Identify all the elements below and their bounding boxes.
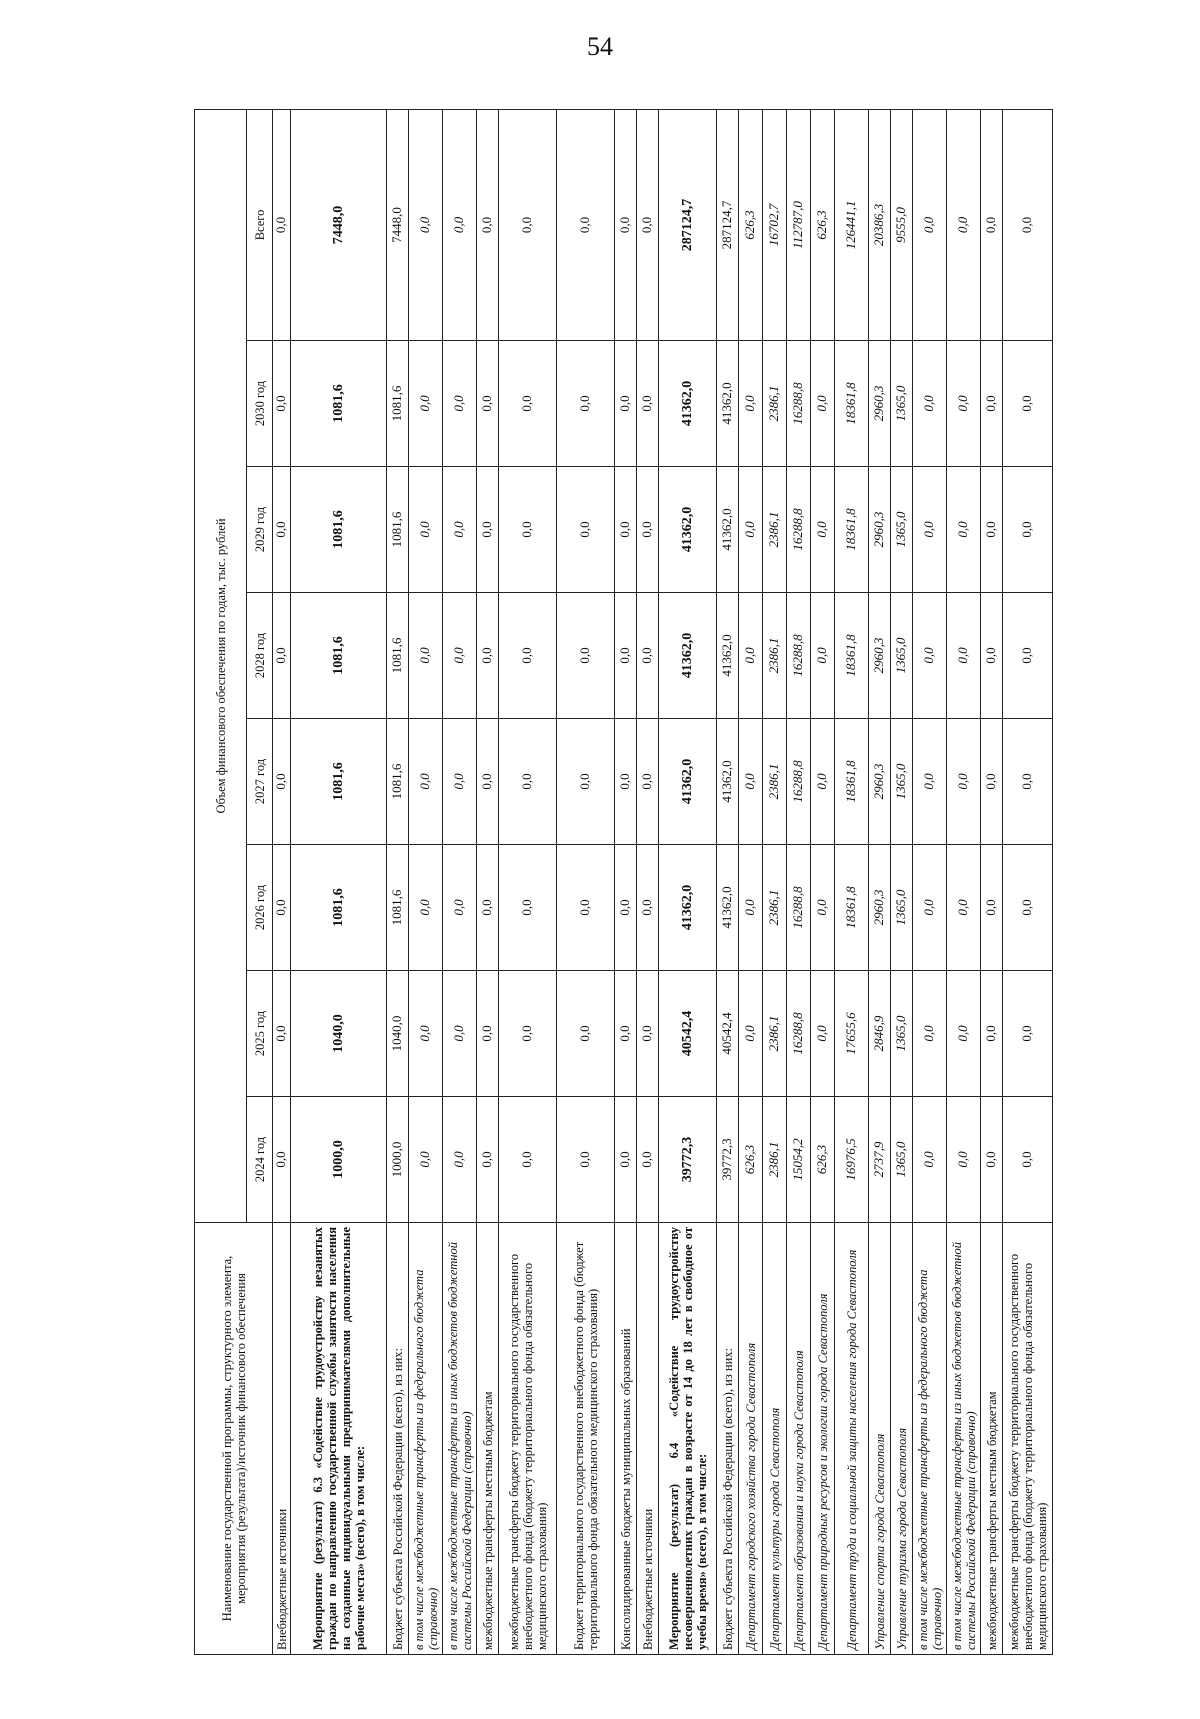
row-value-cell: 0,0: [615, 467, 637, 593]
row-total-cell: 0,0: [273, 109, 291, 340]
row-value-cell: 0,0: [273, 1097, 291, 1223]
row-value-cell: 16288,8: [787, 719, 811, 845]
row-value-cell: 39772,3: [659, 1097, 717, 1223]
row-total-cell: 126441,1: [835, 109, 869, 340]
row-total-cell: 0,0: [947, 109, 981, 340]
row-value-cell: 0,0: [557, 845, 615, 971]
row-total-cell: 16702,7: [763, 109, 787, 340]
row-value-cell: 2846,9: [869, 971, 891, 1097]
row-value-cell: 1081,6: [291, 467, 387, 593]
row-value-cell: 1000,0: [291, 1097, 387, 1223]
row-name-cell: в том числе межбюджетные трансферты из федерального бюджета (справочно): [913, 1223, 947, 1655]
row-value-cell: 18361,8: [835, 593, 869, 719]
header-year: 2024 год: [247, 1097, 273, 1223]
table-row: [387, 109, 409, 1654]
row-value-cell: 0,0: [557, 719, 615, 845]
row-value-cell: 41362,0: [659, 845, 717, 971]
table-row: [981, 109, 1003, 1654]
row-value-cell: 0,0: [499, 719, 557, 845]
row-total-cell: 0,0: [637, 109, 659, 340]
row-name-cell: межбюджетные трансферты местным бюджетам: [981, 1223, 1003, 1655]
row-value-cell: 2386,1: [763, 1097, 787, 1223]
row-value-cell: 41362,0: [717, 467, 739, 593]
page-number: 54: [587, 32, 613, 61]
row-value-cell: 15054,2: [787, 1097, 811, 1223]
row-value-cell: 17655,6: [835, 971, 869, 1097]
row-value-cell: 0,0: [1003, 593, 1053, 719]
row-value-cell: 0,0: [981, 467, 1003, 593]
row-value-cell: 0,0: [557, 593, 615, 719]
row-value-cell: 0,0: [409, 467, 443, 593]
row-total-cell: 0,0: [615, 109, 637, 340]
row-value-cell: 18361,8: [835, 719, 869, 845]
row-value-cell: 41362,0: [717, 719, 739, 845]
row-value-cell: 0,0: [1003, 341, 1053, 467]
row-value-cell: 0,0: [913, 1097, 947, 1223]
table-row: [913, 109, 947, 1654]
row-name-cell: Управление спорта города Севастополя: [869, 1223, 891, 1655]
row-value-cell: 2960,3: [869, 845, 891, 971]
row-value-cell: 1081,6: [387, 845, 409, 971]
row-value-cell: 41362,0: [717, 593, 739, 719]
row-value-cell: 0,0: [499, 1097, 557, 1223]
row-total-cell: 626,3: [739, 109, 763, 340]
row-value-cell: 41362,0: [717, 341, 739, 467]
table-row: [499, 109, 557, 1654]
row-total-cell: 7448,0: [291, 109, 387, 340]
row-value-cell: 0,0: [499, 593, 557, 719]
row-value-cell: 0,0: [615, 341, 637, 467]
row-value-cell: 2386,1: [763, 719, 787, 845]
row-value-cell: 0,0: [443, 719, 477, 845]
row-value-cell: 0,0: [615, 845, 637, 971]
row-value-cell: 0,0: [1003, 467, 1053, 593]
table-row: [869, 109, 891, 1654]
row-value-cell: 1081,6: [291, 341, 387, 467]
row-name-cell: Управление туризма города Севастополя: [891, 1223, 913, 1655]
table-row: [291, 109, 387, 1654]
row-value-cell: 0,0: [811, 971, 835, 1097]
row-name-cell: в том числе межбюджетные трансферты из иных бюджетов бюджетной системы Российской Федерации (справочно): [443, 1223, 477, 1655]
row-value-cell: 0,0: [739, 467, 763, 593]
row-name-cell: в том числе межбюджетные трансферты из иных бюджетов бюджетной системы Российской Федерации (справочно): [947, 1223, 981, 1655]
table-row: [763, 109, 787, 1654]
row-value-cell: 0,0: [557, 971, 615, 1097]
row-name-cell: Бюджет субъекта Российской Федерации (всего), из них:: [717, 1223, 739, 1655]
row-value-cell: 0,0: [947, 467, 981, 593]
row-value-cell: 41362,0: [659, 467, 717, 593]
row-value-cell: 0,0: [637, 467, 659, 593]
row-value-cell: 0,0: [981, 593, 1003, 719]
row-value-cell: 0,0: [981, 845, 1003, 971]
row-total-cell: 287124,7: [717, 109, 739, 340]
header-year: 2029 год: [247, 467, 273, 593]
row-total-cell: 0,0: [443, 109, 477, 340]
row-value-cell: 1081,6: [291, 593, 387, 719]
row-value-cell: 0,0: [913, 845, 947, 971]
row-value-cell: 0,0: [811, 593, 835, 719]
row-value-cell: 0,0: [557, 341, 615, 467]
row-value-cell: 0,0: [443, 467, 477, 593]
row-value-cell: 0,0: [981, 341, 1003, 467]
table-row: [637, 109, 659, 1654]
row-value-cell: 2386,1: [763, 593, 787, 719]
row-value-cell: 0,0: [947, 341, 981, 467]
row-value-cell: 0,0: [409, 1097, 443, 1223]
row-value-cell: 0,0: [913, 719, 947, 845]
rotated-table-container: [194, 110, 1072, 1655]
row-total-cell: 7448,0: [387, 109, 409, 340]
row-value-cell: 0,0: [811, 845, 835, 971]
row-value-cell: 0,0: [499, 467, 557, 593]
row-name-cell: Мероприятие (результат) 6.3 «Содействие трудоустройству незанятых граждан по направлению государственной службы занятости населения на созданные индивидуальными предпринимателями дополнительные рабочие места» (всего), в том числе:: [291, 1223, 387, 1655]
row-value-cell: 16288,8: [787, 593, 811, 719]
table-row: [557, 109, 615, 1654]
row-value-cell: 2737,9: [869, 1097, 891, 1223]
row-value-cell: 0,0: [477, 593, 499, 719]
table-header: [195, 109, 273, 1654]
row-value-cell: 0,0: [615, 593, 637, 719]
row-value-cell: 0,0: [913, 341, 947, 467]
row-name-cell: межбюджетные трансферты бюджету территориального государственного внебюджетного фонда (бюджету территориального фонда обязательного медицинского страхования): [1003, 1223, 1053, 1655]
row-value-cell: 0,0: [1003, 719, 1053, 845]
row-value-cell: 41362,0: [717, 845, 739, 971]
row-value-cell: 1081,6: [387, 341, 409, 467]
row-value-cell: 0,0: [443, 1097, 477, 1223]
table-row: [477, 109, 499, 1654]
row-name-cell: в том числе межбюджетные трансферты из федерального бюджета (справочно): [409, 1223, 443, 1655]
row-value-cell: 1000,0: [387, 1097, 409, 1223]
row-value-cell: 0,0: [443, 971, 477, 1097]
table-row: [739, 109, 763, 1654]
row-value-cell: 0,0: [273, 719, 291, 845]
row-value-cell: 0,0: [637, 971, 659, 1097]
row-value-cell: 0,0: [981, 971, 1003, 1097]
row-total-cell: 0,0: [477, 109, 499, 340]
row-value-cell: 16288,8: [787, 467, 811, 593]
table-row: [409, 109, 443, 1654]
row-value-cell: 626,3: [811, 1097, 835, 1223]
row-name-cell: Бюджет субъекта Российской Федерации (всего), из них:: [387, 1223, 409, 1655]
financing-table: [194, 109, 1053, 1655]
table-row: [891, 109, 913, 1654]
row-value-cell: 0,0: [637, 593, 659, 719]
row-value-cell: 1040,0: [387, 971, 409, 1097]
row-value-cell: 0,0: [409, 593, 443, 719]
row-value-cell: 2386,1: [763, 971, 787, 1097]
row-value-cell: 39772,3: [717, 1097, 739, 1223]
row-total-cell: 287124,7: [659, 109, 717, 340]
table-body: [273, 109, 1053, 1654]
row-value-cell: 0,0: [913, 593, 947, 719]
row-name-cell: Внебюджетные источники: [637, 1223, 659, 1655]
row-value-cell: 41362,0: [659, 593, 717, 719]
row-value-cell: 0,0: [947, 845, 981, 971]
table-row: [717, 109, 739, 1654]
row-value-cell: 1365,0: [891, 719, 913, 845]
row-value-cell: 1365,0: [891, 1097, 913, 1223]
row-total-cell: 626,3: [811, 109, 835, 340]
row-value-cell: 0,0: [615, 1097, 637, 1223]
row-value-cell: 0,0: [499, 971, 557, 1097]
row-value-cell: 0,0: [443, 341, 477, 467]
row-value-cell: 2960,3: [869, 341, 891, 467]
row-value-cell: 0,0: [477, 845, 499, 971]
row-value-cell: 0,0: [499, 341, 557, 467]
table-row: [273, 109, 291, 1654]
row-value-cell: 2960,3: [869, 719, 891, 845]
row-value-cell: 0,0: [739, 719, 763, 845]
row-value-cell: 16288,8: [787, 845, 811, 971]
row-name-cell: Департамент культуры города Севастополя: [763, 1223, 787, 1655]
table-area: [194, 110, 1072, 1655]
row-value-cell: 40542,4: [717, 971, 739, 1097]
row-value-cell: 0,0: [811, 467, 835, 593]
row-value-cell: 0,0: [637, 845, 659, 971]
row-name-cell: Внебюджетные источники: [273, 1223, 291, 1655]
row-total-cell: 0,0: [499, 109, 557, 340]
row-value-cell: 1040,0: [291, 971, 387, 1097]
row-value-cell: 0,0: [1003, 845, 1053, 971]
row-total-cell: 0,0: [409, 109, 443, 340]
row-value-cell: 0,0: [739, 341, 763, 467]
row-value-cell: 0,0: [477, 719, 499, 845]
row-value-cell: 2386,1: [763, 341, 787, 467]
row-name-cell: Мероприятие (результат) 6.4 «Содействие трудоустройству несовершеннолетних граждан в возрасте от 14 до 18 лет в свободное от учебы время» (всего), в том числе:: [659, 1223, 717, 1655]
row-value-cell: 0,0: [913, 467, 947, 593]
row-name-cell: межбюджетные трансферты местным бюджетам: [477, 1223, 499, 1655]
row-value-cell: 0,0: [443, 593, 477, 719]
row-name-cell: межбюджетные трансферты бюджету территориального государственного внебюджетного фонда (бюджету территориального фонда обязательного медицинского страхования): [499, 1223, 557, 1655]
row-value-cell: 1081,6: [387, 719, 409, 845]
header-year: 2030 год: [247, 341, 273, 467]
row-total-cell: 112787,0: [787, 109, 811, 340]
row-value-cell: 0,0: [477, 971, 499, 1097]
row-value-cell: 41362,0: [659, 719, 717, 845]
header-year: 2025 год: [247, 971, 273, 1097]
row-value-cell: 0,0: [947, 971, 981, 1097]
row-value-cell: 0,0: [409, 845, 443, 971]
row-value-cell: 2386,1: [763, 845, 787, 971]
row-total-cell: 0,0: [557, 109, 615, 340]
row-value-cell: 0,0: [477, 467, 499, 593]
row-value-cell: 1081,6: [387, 467, 409, 593]
row-value-cell: 0,0: [1003, 1097, 1053, 1223]
row-value-cell: 0,0: [615, 971, 637, 1097]
table-row: [659, 109, 717, 1654]
row-value-cell: 0,0: [477, 1097, 499, 1223]
row-value-cell: 0,0: [947, 593, 981, 719]
row-value-cell: 0,0: [409, 719, 443, 845]
row-value-cell: 18361,8: [835, 341, 869, 467]
row-value-cell: 0,0: [1003, 971, 1053, 1097]
row-value-cell: 0,0: [947, 1097, 981, 1223]
row-total-cell: 20386,3: [869, 109, 891, 340]
row-value-cell: 0,0: [409, 971, 443, 1097]
row-value-cell: 0,0: [273, 341, 291, 467]
header-year: 2026 год: [247, 845, 273, 971]
row-value-cell: 1365,0: [891, 593, 913, 719]
row-value-cell: 0,0: [811, 719, 835, 845]
row-name-cell: Консолидированные бюджеты муниципальных образований: [615, 1223, 637, 1655]
row-value-cell: 0,0: [637, 1097, 659, 1223]
row-value-cell: 1081,6: [291, 719, 387, 845]
row-total-cell: 0,0: [913, 109, 947, 340]
header-year: 2027 год: [247, 719, 273, 845]
table-row: [615, 109, 637, 1654]
row-total-cell: 9555,0: [891, 109, 913, 340]
row-value-cell: 18361,8: [835, 845, 869, 971]
row-value-cell: 0,0: [557, 1097, 615, 1223]
table-row: [835, 109, 869, 1654]
row-value-cell: 16976,5: [835, 1097, 869, 1223]
row-value-cell: 0,0: [739, 971, 763, 1097]
row-value-cell: 2960,3: [869, 593, 891, 719]
row-value-cell: 16288,8: [787, 971, 811, 1097]
row-value-cell: 0,0: [947, 719, 981, 845]
row-name-cell: Бюджет территориального государственного внебюджетного фонда (бюджет территориального фонда обязательного медицинского страхования): [557, 1223, 615, 1655]
table-row: [1003, 109, 1053, 1654]
header-name-column: Наименование государственной программы, структурного элемента, мероприятия (результата)/источник финансового обеспечения: [195, 1223, 273, 1655]
row-name-cell: Департамент образования и науки города Севастополя: [787, 1223, 811, 1655]
row-value-cell: 1081,6: [387, 593, 409, 719]
row-value-cell: 1365,0: [891, 971, 913, 1097]
row-value-cell: 1365,0: [891, 467, 913, 593]
row-value-cell: 626,3: [739, 1097, 763, 1223]
row-value-cell: 0,0: [981, 719, 1003, 845]
row-name-cell: Департамент труда и социальной защиты населения города Севастополя: [835, 1223, 869, 1655]
row-value-cell: 0,0: [637, 341, 659, 467]
row-value-cell: 0,0: [637, 719, 659, 845]
row-value-cell: 0,0: [273, 467, 291, 593]
row-value-cell: 16288,8: [787, 341, 811, 467]
row-total-cell: 0,0: [981, 109, 1003, 340]
row-value-cell: 0,0: [557, 467, 615, 593]
row-value-cell: 0,0: [273, 845, 291, 971]
row-value-cell: 0,0: [443, 845, 477, 971]
row-value-cell: 2960,3: [869, 467, 891, 593]
row-value-cell: 0,0: [409, 341, 443, 467]
row-value-cell: 41362,0: [659, 341, 717, 467]
row-value-cell: 1081,6: [291, 845, 387, 971]
row-value-cell: 2386,1: [763, 467, 787, 593]
row-name-cell: Департамент природных ресурсов и экологии города Севастополя: [811, 1223, 835, 1655]
row-total-cell: 0,0: [1003, 109, 1053, 340]
row-value-cell: 0,0: [615, 719, 637, 845]
row-value-cell: 0,0: [477, 341, 499, 467]
row-value-cell: 40542,4: [659, 971, 717, 1097]
row-value-cell: 0,0: [981, 1097, 1003, 1223]
table-row: [947, 109, 981, 1654]
row-value-cell: 0,0: [811, 341, 835, 467]
row-value-cell: 0,0: [273, 593, 291, 719]
header-year: 2028 год: [247, 593, 273, 719]
row-name-cell: Департамент городского хозяйства города Севастополя: [739, 1223, 763, 1655]
header-volume-title: Объем финансового обеспечения по годам, тыс. рублей: [195, 109, 247, 1222]
table-row: [443, 109, 477, 1654]
row-value-cell: 0,0: [739, 845, 763, 971]
row-value-cell: 0,0: [499, 845, 557, 971]
row-value-cell: 0,0: [913, 971, 947, 1097]
header-total: Всего: [247, 109, 273, 340]
row-value-cell: 18361,8: [835, 467, 869, 593]
row-value-cell: 1365,0: [891, 845, 913, 971]
table-row: [811, 109, 835, 1654]
table-row: [787, 109, 811, 1654]
row-value-cell: 1365,0: [891, 341, 913, 467]
row-value-cell: 0,0: [739, 593, 763, 719]
row-value-cell: 0,0: [273, 971, 291, 1097]
